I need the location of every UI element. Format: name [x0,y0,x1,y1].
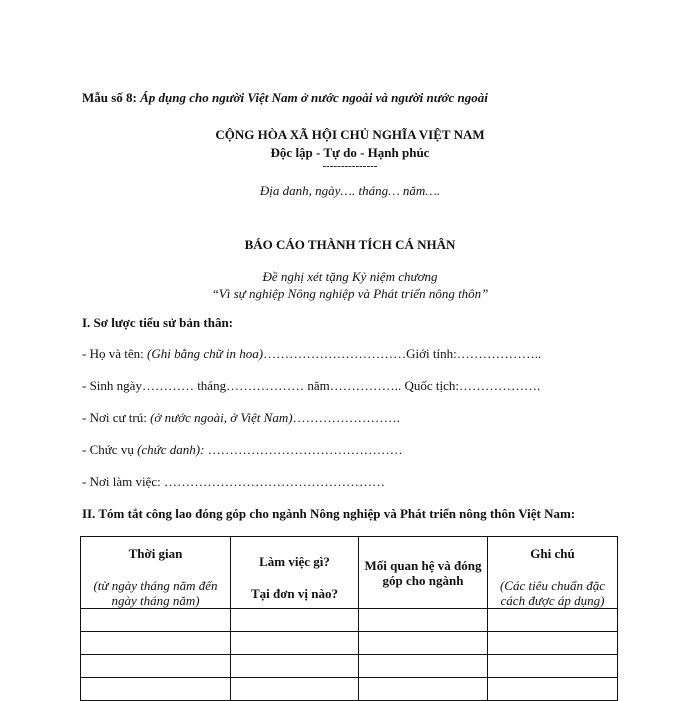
table-cell[interactable] [488,632,618,655]
contribution-table [80,536,618,701]
section1-heading: I. Sơ lược tiểu sử bản thân: [82,315,233,330]
table-row [81,632,618,655]
position-label: - Chức vụ [82,442,138,457]
table-header-row [81,537,618,609]
table-cell[interactable] [359,655,488,678]
table-row [81,678,618,701]
name-label: - Họ và tên: [82,346,147,361]
proposal-line: Đề nghị xét tặng Kỷ niệm chương [262,269,438,284]
form-applicability: Áp dụng cho người Việt Nam ở nước ngoài và người nước ngoài [140,90,488,105]
section2-heading: II. Tóm tắt công lao đóng góp cho ngành Nông nghiệp và Phát triển nông thôn Việt Nam: [82,506,576,521]
header-time-title: Thời gian [128,546,183,561]
motto-divider: --------------- [322,160,378,172]
header-notes-title: Ghi chú [530,546,575,561]
table-cell[interactable] [488,678,618,701]
table-row [81,655,618,678]
position-hint: (chức danh): [137,442,205,457]
gender-blank: ……………….. [456,346,542,361]
table-cell[interactable] [231,678,359,701]
residence-blank: ……………………. [292,410,400,425]
table-cell[interactable] [81,609,231,632]
motto: Độc lập - Tự do - Hạnh phúc [270,145,430,160]
medal-name: “Vì sự nghiệp Nông nghiệp và Phát triển nông thôn” [211,286,489,301]
residence-label: - Nơi cư trú: [82,410,151,425]
header-work [231,537,359,609]
workplace-line: - Nơi làm việc: …………………………………………… [82,474,385,489]
nation-title: CỘNG HÒA XÃ HỘI CHỦ NGHĨA VIỆT NAM [215,127,485,142]
dob-nationality-line: - Sinh ngày………… tháng……………… năm…………….. Quốc tịch:………………. [82,378,541,393]
header-work-line2: Tại đơn vị nào? [250,586,339,601]
name-hint: (Ghi bằng chữ in hoa) [146,346,264,361]
header-notes-sub: (Các tiêu chuẩn đặc cách được áp dụng) [499,578,606,608]
table-cell[interactable] [359,632,488,655]
name-blank: …………………………… [263,346,407,361]
header-time-sub: (từ ngày tháng năm đến ngày tháng năm) [93,578,218,608]
table-cell[interactable] [488,609,618,632]
table-cell[interactable] [231,632,359,655]
table-cell[interactable] [359,678,488,701]
header-work-line1: Làm việc gì? [259,554,330,569]
name-field-line [82,346,541,362]
table-cell[interactable] [488,655,618,678]
table-cell[interactable] [81,655,231,678]
place-date: Địa danh, ngày…. tháng… năm…. [259,183,441,198]
position-blank: ……………………………………… [204,442,403,457]
table-cell[interactable] [81,632,231,655]
form-number: Mẫu số 8: [82,90,137,105]
header-relation-title: Mối quan hệ và đóng góp cho ngành [364,557,482,588]
header-notes [488,537,618,609]
residence-line [82,410,400,426]
table-row [81,609,618,632]
header-time [81,537,231,609]
gender-label: Giới tính: [406,346,457,361]
table-cell[interactable] [231,609,359,632]
residence-hint: (ở nước ngoài, ở Việt Nam) [150,410,293,425]
position-line [82,442,403,458]
header-relation [359,537,488,609]
form-note [82,90,488,106]
report-title: BÁO CÁO THÀNH TÍCH CÁ NHÂN [244,237,456,252]
table-cell[interactable] [359,609,488,632]
table-cell[interactable] [81,678,231,701]
table-cell[interactable] [231,655,359,678]
